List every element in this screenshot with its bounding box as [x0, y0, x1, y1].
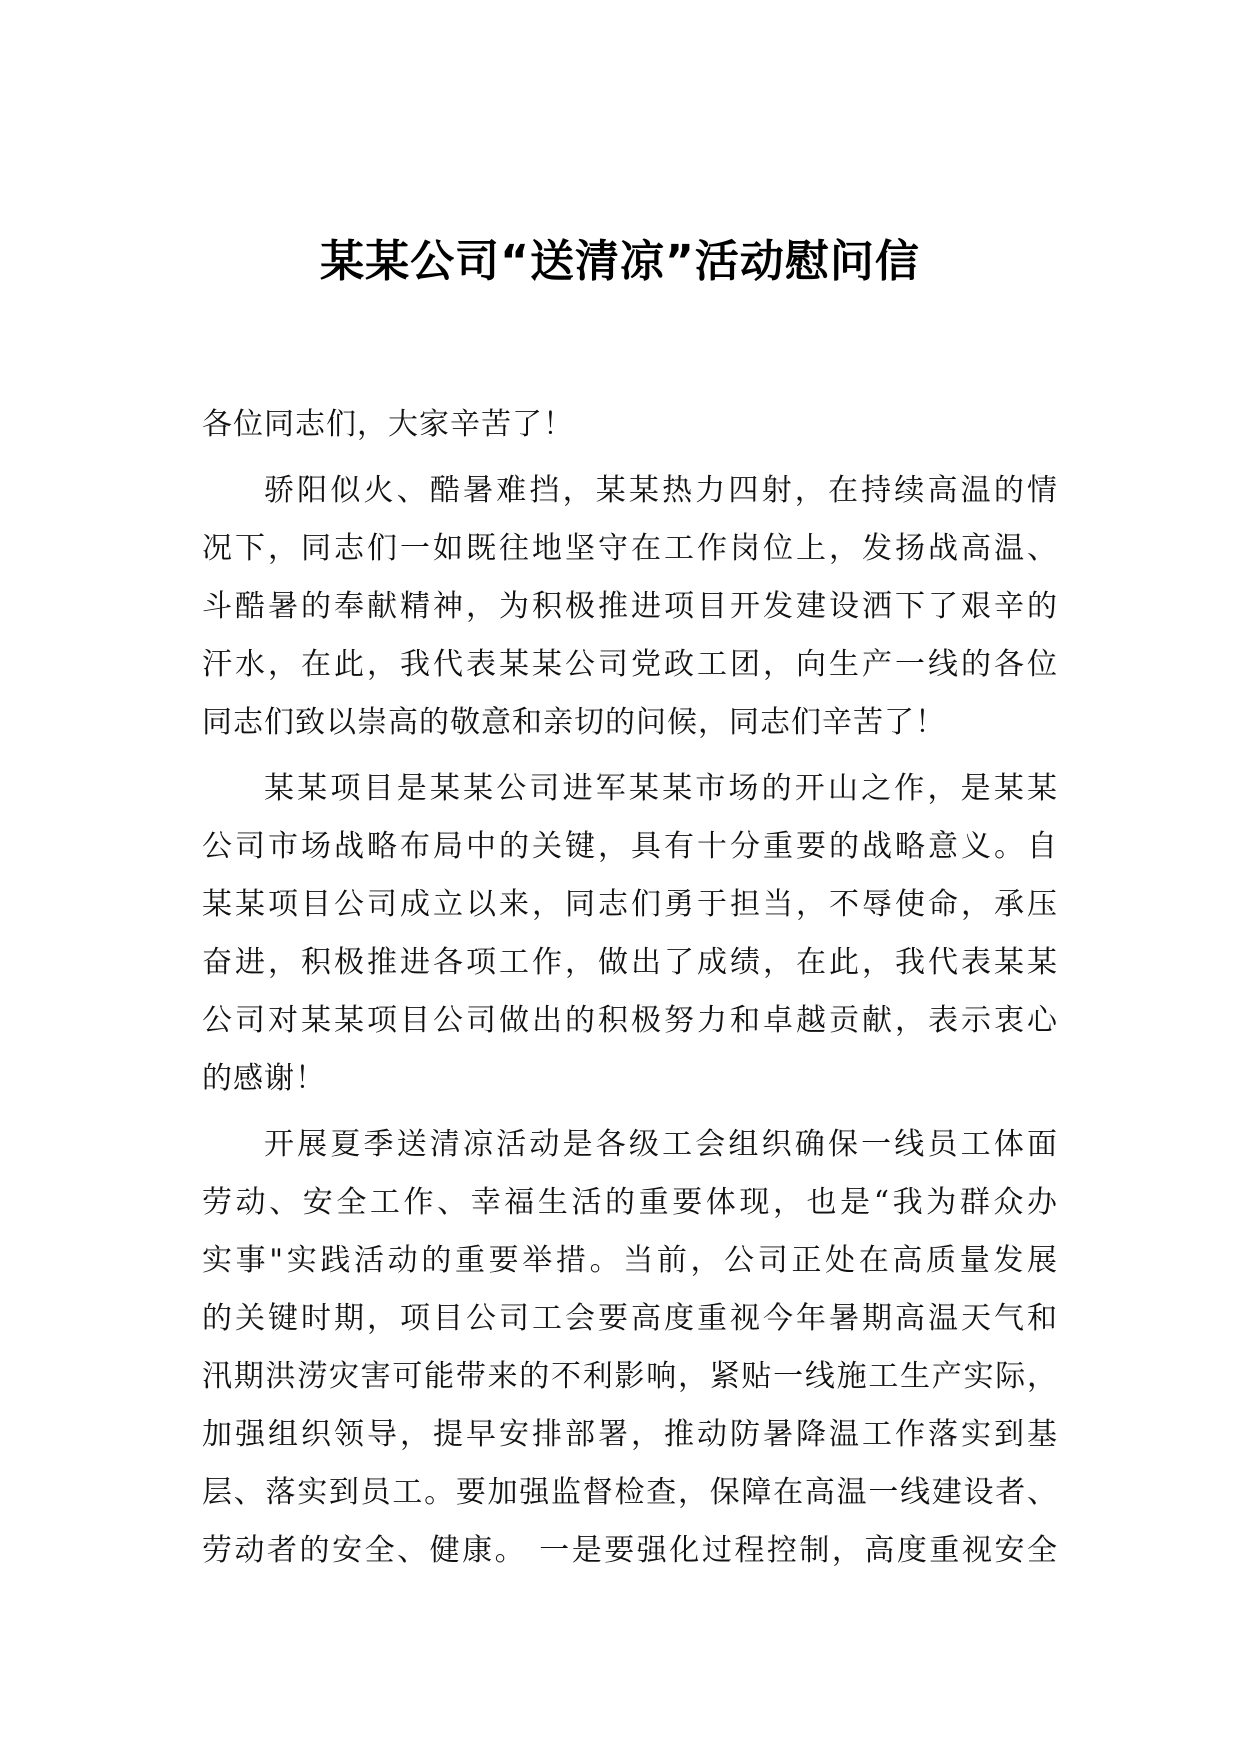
paragraph-line: 汛期洪涝灾害可能带来的不利影响，紧贴一线施工生产实际，	[202, 1359, 1058, 1394]
paragraph-line: 劳动者的安全、健康。 一是要强化过程控制，高度重视安全	[202, 1533, 1058, 1568]
paragraph-line: 加强组织领导，提早安排部署，推动防暑降温工作落实到基	[202, 1417, 1058, 1452]
paragraph-line: 实事"实践活动的重要举措。当前，公司正处在高质量发展	[202, 1243, 1058, 1278]
paragraph-line: 劳动、安全工作、幸福生活的重要体现，也是“我为群众办	[202, 1185, 1058, 1220]
paragraph-line: 某某项目是某某公司进军某某市场的开山之作，是某某	[264, 771, 1058, 806]
paragraph-3	[202, 1116, 1058, 1580]
paragraph-line: 的感谢！	[202, 1061, 326, 1096]
paragraph-line: 的关键时期，项目公司工会要高度重视今年暑期高温天气和	[202, 1301, 1058, 1336]
paragraph-line: 某某项目公司成立以来，同志们勇于担当，不辱使命，承压	[202, 887, 1058, 922]
letter-body	[202, 396, 1058, 1580]
document-title: 某某公司“送清凉”活动慰问信	[320, 236, 920, 287]
paragraph-1	[202, 462, 1058, 752]
paragraph-line: 开展夏季送清凉活动是各级工会组织确保一线员工体面	[264, 1127, 1058, 1162]
paragraph-line: 同志们致以崇高的敬意和亲切的问候，同志们辛苦了！	[202, 705, 946, 740]
paragraph-line: 公司市场战略布局中的关键，具有十分重要的战略意义。自	[202, 829, 1058, 864]
paragraph-line: 奋进，积极推进各项工作，做出了成绩，在此，我代表某某	[202, 945, 1058, 980]
paragraph-line: 况下，同志们一如既往地坚守在工作岗位上，发扬战高温、	[202, 531, 1058, 566]
paragraph-line: 层、落实到员工。要加强监督检查，保障在高温一线建设者、	[202, 1475, 1058, 1510]
paragraph-line: 汗水，在此，我代表某某公司党政工团，向生产一线的各位	[202, 647, 1058, 682]
greeting-line: 各位同志们，大家辛苦了！	[202, 407, 574, 442]
paragraph-line: 公司对某某项目公司做出的积极努力和卓越贡献，表示衷心	[202, 1003, 1058, 1038]
paragraph-2	[202, 760, 1058, 1108]
paragraph-line: 骄阳似火、酷暑难挡，某某热力四射，在持续高温的情	[264, 473, 1058, 508]
paragraph-line: 斗酷暑的奉献精神，为积极推进项目开发建设洒下了艰辛的	[202, 589, 1058, 624]
